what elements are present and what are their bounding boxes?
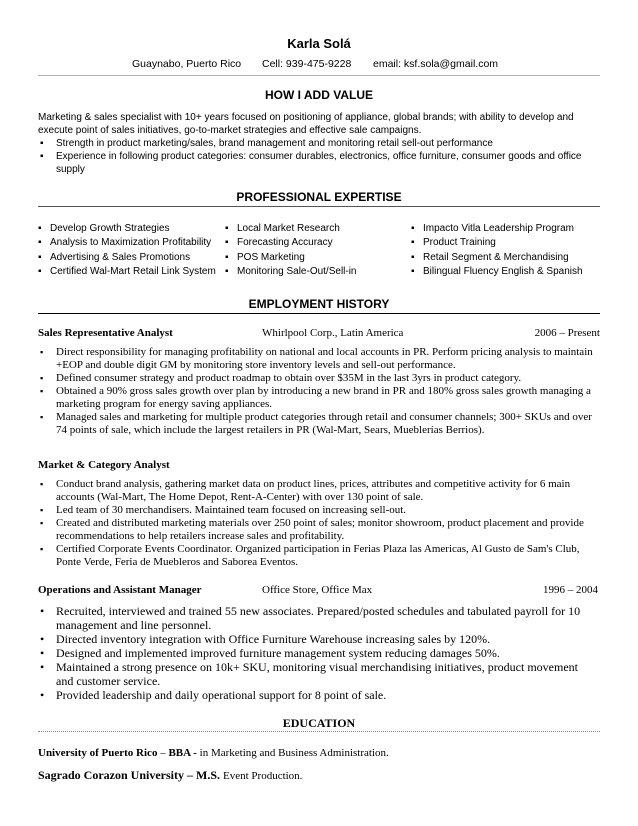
- list-item: ▪ POS Marketing: [225, 251, 357, 265]
- degree-detail: in Marketing and Business Administration.: [199, 747, 389, 759]
- list-item: ▪ Bilingual Fluency English & Spanish: [411, 265, 583, 279]
- list-item: • Recruited, interviewed and trained 55 new associates. Prepared/posted schedules and tabulated payroll for 10 management and line personnel.: [40, 604, 581, 632]
- list-item: ▪ Forecasting Accuracy: [225, 236, 357, 250]
- value-summary: Marketing & sales specialist with 10+ years focused on positioning of appliance, global brands; with ability to develop and execute point of sales initiatives, go-to-market strategies and effective sale campaigns.: [38, 112, 574, 136]
- list-item: ▪ Monitoring Sale-Out/Sell-in: [225, 265, 357, 279]
- expertise-divider: [38, 206, 600, 207]
- job-header-market-analyst: [38, 459, 600, 473]
- school-name: University of Puerto Rico: [38, 747, 158, 759]
- job-bullets-office-store: [38, 604, 598, 702]
- square-bullet-icon: ▪: [40, 373, 44, 383]
- candidate-name: Karla Solá: [287, 36, 351, 51]
- square-bullet-icon: ▪: [411, 223, 415, 234]
- education-divider: [38, 731, 600, 732]
- list-item: ▪ Led team of 30 merchandisers. Maintained team focused on increasing sell-out.: [40, 504, 407, 516]
- square-bullet-icon: ▪: [411, 251, 415, 263]
- job-dates: 2006 – Present: [534, 327, 600, 339]
- square-bullet-icon: ▪: [40, 412, 44, 422]
- round-bullet-icon: •: [40, 632, 45, 646]
- job-company: Whirlpool Corp., Latin America: [262, 327, 404, 339]
- square-bullet-icon: ▪: [40, 479, 44, 489]
- expertise-column-1: [38, 222, 216, 279]
- square-bullet-icon: ▪: [411, 237, 415, 249]
- square-bullet-icon: ▪: [225, 265, 229, 277]
- contact-email: email: ksf.sola@gmail.com: [373, 58, 499, 70]
- value-heading: HOW I ADD VALUE: [265, 88, 373, 102]
- round-bullet-icon: •: [40, 688, 45, 702]
- square-bullet-icon: ▪: [411, 265, 415, 277]
- square-bullet-icon: ▪: [40, 386, 44, 396]
- list-item: ▪ Local Market Research: [225, 222, 357, 236]
- list-item: ▪ Obtained a 90% gross sales growth over plan by introducing a new brand in PR and 180% gross sales growth managing a marketing program for energy saving appliances.: [40, 385, 591, 410]
- job-header-office-store: [38, 584, 600, 598]
- square-bullet-icon: ▪: [40, 138, 44, 149]
- job-bullets-market-analyst: [38, 478, 598, 569]
- square-bullet-icon: ▪: [38, 223, 42, 234]
- list-item: ▪ Analysis to Maximization Profitability: [38, 236, 216, 250]
- job-bullets-whirlpool: [38, 346, 598, 437]
- square-bullet-icon: ▪: [40, 505, 44, 515]
- square-bullet-icon: ▪: [40, 347, 44, 357]
- education-heading: EDUCATION: [282, 716, 356, 730]
- square-bullet-icon: ▪: [38, 237, 42, 249]
- list-item: ▪ Strength in product marketing/sales, brand management and monitoring retail sell-out performance: [40, 138, 493, 149]
- list-item: ▪ Certified Wal-Mart Retail Link System: [38, 265, 216, 279]
- list-item: ▪ Conduct brand analysis, gathering market data on product lines, prices, attributes and competitive activity for 6 main accounts (Wal-Mart, The Home Depot, Rent-A-Center) with over 130 point of sale.: [40, 478, 571, 503]
- square-bullet-icon: ▪: [225, 251, 229, 263]
- education-entry-upr: University of Puerto Rico – BBA - in Marketing and Business Administration.: [38, 747, 389, 759]
- value-bullet-list: [38, 137, 600, 176]
- list-item: ▪ Develop Growth Strategies: [38, 222, 216, 236]
- square-bullet-icon: ▪: [225, 223, 229, 234]
- expertise-column-3: [411, 222, 583, 279]
- employment-heading: EMPLOYMENT HISTORY: [248, 297, 390, 311]
- list-item: ▪ Product Training: [411, 236, 583, 250]
- square-bullet-icon: ▪: [38, 265, 42, 277]
- list-item: • Provided leadership and daily operational support for 8 point of sale.: [40, 688, 387, 702]
- list-item: ▪ Created and distributed marketing materials over 250 point of sales; monitor showroom, product placement and provide recommendations to help retailers increase sales and profitability.: [40, 517, 584, 542]
- degree-detail: Event Production.: [223, 770, 303, 782]
- round-bullet-icon: •: [40, 660, 45, 674]
- job-title: Sales Representative Analyst: [38, 327, 173, 339]
- employment-divider: [38, 313, 600, 314]
- list-item: • Maintained a strong presence on 10k+ SKU, monitoring visual merchandising initiatives, product movement and customer service.: [40, 660, 578, 688]
- job-dates: 1996 – 2004: [543, 584, 598, 596]
- job-title: Market & Category Analyst: [38, 459, 170, 471]
- list-item: ▪ Direct responsibility for managing profitability on national and local accounts in PR. Perform pricing analysis to maintain +EOP and double digit GM by monitoring store inventory levels and sell-out performance.: [40, 346, 593, 371]
- expertise-column-2: [225, 222, 357, 279]
- square-bullet-icon: ▪: [40, 544, 44, 554]
- job-header-whirlpool: [38, 327, 600, 341]
- degree: BBA: [168, 747, 191, 759]
- job-company: Office Store, Office Max: [262, 584, 373, 596]
- school-name: Sagrado Corazon University: [38, 768, 184, 782]
- square-bullet-icon: ▪: [40, 518, 44, 528]
- square-bullet-icon: ▪: [40, 151, 44, 162]
- list-item: ▪ Impacto Vitla Leadership Program: [411, 222, 583, 236]
- round-bullet-icon: •: [40, 604, 45, 618]
- education-entry-sagrado: Sagrado Corazon University – M.S. Event Production.: [38, 768, 303, 782]
- contact-cell: Cell: 939-475-9228: [262, 58, 352, 70]
- degree: M.S.: [196, 768, 220, 782]
- list-item: ▪ Advertising & Sales Promotions: [38, 251, 216, 265]
- header-divider: [38, 75, 600, 76]
- expertise-heading: PROFESSIONAL EXPERTISE: [236, 190, 402, 204]
- list-item: ▪ Experience in following product categories: consumer durables, electronics, office furniture, consumer goods and office supply: [40, 151, 582, 175]
- list-item: ▪ Defined consumer strategy and product roadmap to obtain over $35M in the last 3yrs in product category.: [40, 372, 522, 384]
- list-item: • Designed and implemented improved furniture management system reducing damages 50%.: [40, 646, 500, 660]
- square-bullet-icon: ▪: [225, 237, 229, 249]
- square-bullet-icon: ▪: [38, 251, 42, 263]
- list-item: ▪ Certified Corporate Events Coordinator. Organized participation in Ferias Plaza las Americas, Al Gusto de Sam's Club, Ponte Verde, Feria de Muebleros and Saborea Eventos.: [40, 543, 580, 568]
- list-item: ▪ Retail Segment & Merchandising: [411, 251, 583, 265]
- job-title: Operations and Assistant Manager: [38, 584, 202, 596]
- list-item: ▪ Managed sales and marketing for multiple product categories through retail and consumer channels; 300+ SKUs and over 74 points of sale, which include the largest retailers in PR (Wal-Mart, Sears, Mueblerías Berrios).: [40, 411, 592, 436]
- list-item: • Directed inventory integration with Office Furniture Warehouse increasing sales by 120%.: [40, 632, 491, 646]
- contact-location: Guaynabo, Puerto Rico: [132, 58, 242, 70]
- round-bullet-icon: •: [40, 646, 45, 660]
